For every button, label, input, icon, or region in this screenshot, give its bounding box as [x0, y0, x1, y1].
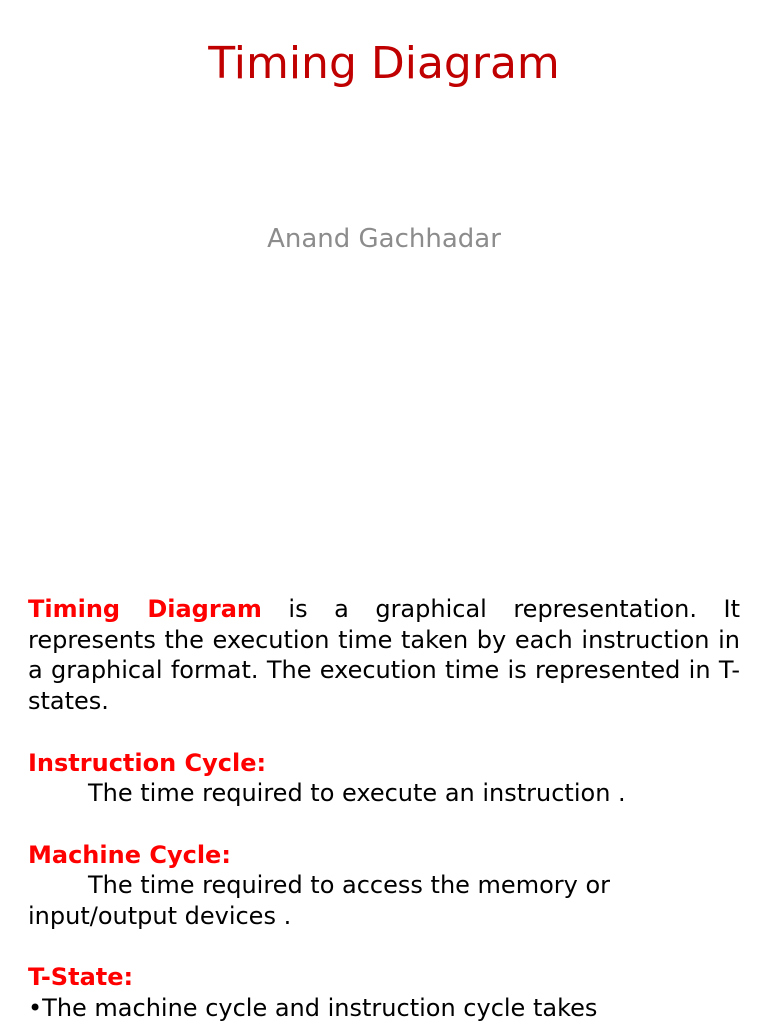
slide-title: Timing Diagram [208, 38, 560, 89]
author-name: Anand Gachhadar [267, 224, 501, 254]
content-slide [28, 594, 740, 1024]
t-state-heading: T-State: [28, 963, 134, 992]
instruction-cycle-text: The time required to execute an instruction . [88, 779, 626, 808]
intro-paragraph [28, 594, 740, 717]
intro-text: is a graphical representation. It represents the execution time taken by each instruction in a graphical format. The execution time is represented in T-states. [28, 595, 740, 716]
instruction-cycle-heading: Instruction Cycle: [28, 748, 267, 777]
machine-cycle-heading: Machine Cycle: [28, 840, 231, 869]
spacer [28, 717, 740, 748]
t-state-bullet: •The machine cycle and instruction cycle takes [28, 994, 598, 1023]
spacer [28, 809, 740, 840]
machine-cycle-text: The time required to access the memory or input/output devices . [28, 871, 610, 930]
spacer [28, 932, 740, 963]
intro-term: Timing Diagram [28, 595, 262, 623]
